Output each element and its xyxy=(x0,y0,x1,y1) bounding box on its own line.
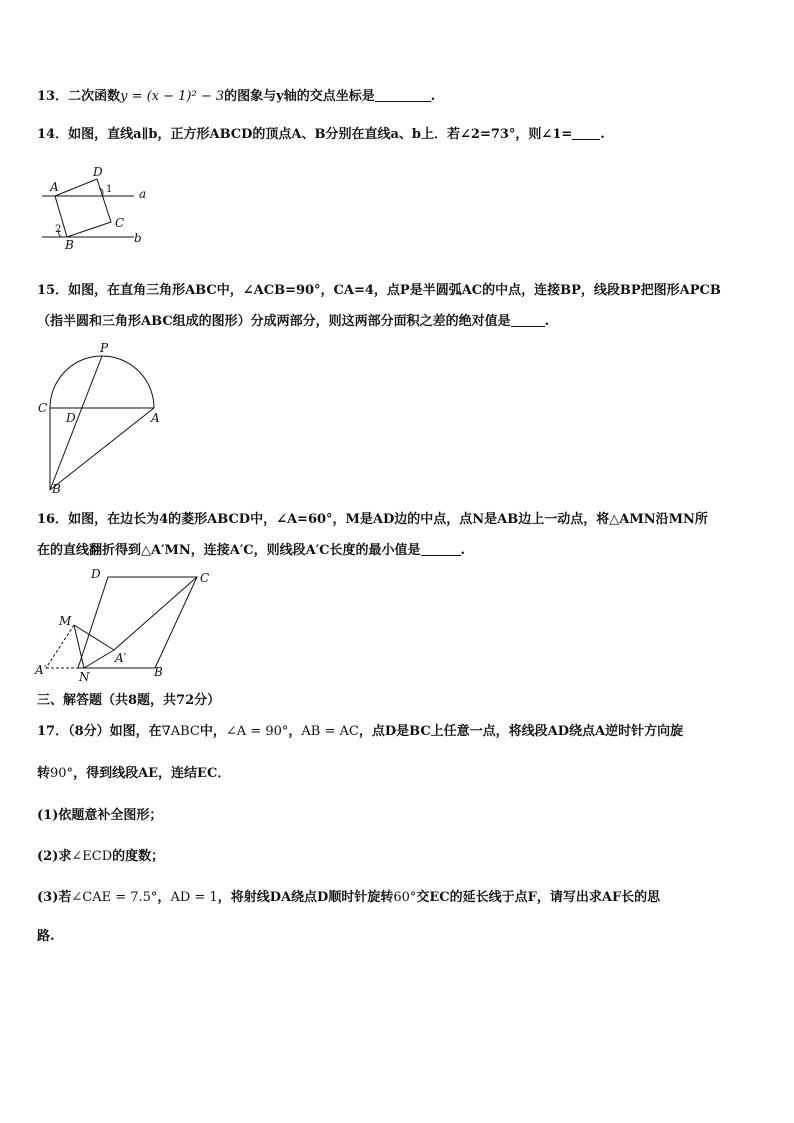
q17-ab-ac: AB = AC xyxy=(301,724,359,739)
rhombus-abcd xyxy=(78,577,197,668)
label-D: D xyxy=(66,411,76,425)
q14-figure xyxy=(38,164,158,254)
q17-rest: ，点D是BC上任意一点，将线段AD绕点A逆时针方向旋 xyxy=(358,724,684,739)
label-a: a xyxy=(139,187,147,201)
q17-part2-prefix: (2)求 xyxy=(37,849,72,864)
q17-line2 xyxy=(37,765,230,783)
label-C: C xyxy=(200,571,210,585)
q15-answer-blank xyxy=(511,314,545,327)
q17-part3-line2 xyxy=(37,928,55,946)
square-abcd xyxy=(55,179,111,237)
q17-mid2: ， xyxy=(288,724,302,739)
q13-end: . xyxy=(430,89,436,104)
q17-l2-prefix: 转 xyxy=(37,766,51,781)
q16-line2 xyxy=(37,542,465,560)
q17-triangle: ∇ABC xyxy=(161,724,200,739)
q14-end: . xyxy=(600,127,605,142)
label-B: B xyxy=(65,238,74,252)
q15-line1 xyxy=(37,282,721,300)
q17-part3-ad: AD = 1 xyxy=(170,890,218,905)
q17-part3 xyxy=(37,889,660,907)
q17-part3-angle: ∠CAE = 7.5° xyxy=(71,890,158,905)
q17-l2-rest: ，得到线段AE，连结EC． xyxy=(73,766,231,781)
label-A: A xyxy=(50,180,59,194)
segment-na1 xyxy=(84,650,114,668)
q17-angle-a: ∠A = 90° xyxy=(225,724,289,739)
label-M: M xyxy=(59,614,72,628)
semicircle-arc xyxy=(50,356,154,408)
q17-part3-rest: 交EC的延长线于点F，请写出求AF长的思 xyxy=(416,890,661,905)
q16-figure xyxy=(34,566,214,682)
q15-line2 xyxy=(37,313,549,331)
q15-end: . xyxy=(544,314,550,329)
q17-line1 xyxy=(37,723,683,741)
label-1: 1 xyxy=(106,184,113,195)
label-B: B xyxy=(154,665,163,679)
label-2: 2 xyxy=(55,224,62,235)
q17-l2-angle: 90° xyxy=(50,766,74,781)
label-P: P xyxy=(100,341,109,355)
segment-ma1 xyxy=(74,625,114,650)
q17-part2 xyxy=(37,848,164,866)
label-b: b xyxy=(134,231,142,245)
q13-answer-blank xyxy=(375,89,431,102)
q15-figure xyxy=(36,340,164,496)
q13-suffix: 的图象与y轴的交点坐标是 xyxy=(224,89,375,104)
label-C: C xyxy=(115,216,125,230)
section-3-title-text: 三、解答题（共8题，共72分） xyxy=(37,693,221,708)
q14-text: 14．如图，直线a∥b，正方形ABCD的顶点A、B分别在直线a、b上．若∠2=73°，则∠1= xyxy=(37,127,573,142)
q14-line xyxy=(37,126,605,144)
q17-part3-60: 60° xyxy=(393,890,417,905)
q16-text-2: 在的直线翻折得到△A′MN，连接A′C，则线段A′C长度的最小值是 xyxy=(37,543,421,558)
q13-prefix: 13．二次函数 xyxy=(37,89,121,104)
label-C: C xyxy=(38,401,48,415)
q17-part3-line2-text: 路. xyxy=(37,929,55,944)
label-A-orig: A′ xyxy=(35,663,47,677)
section-3-title xyxy=(37,692,220,710)
q17-part2-rest: 的度数； xyxy=(112,849,165,864)
segment-a1c xyxy=(114,577,197,650)
label-B: B xyxy=(52,482,61,496)
label-A-prime: A′ xyxy=(115,651,127,665)
label-N: N xyxy=(79,670,90,682)
q17-mid1: 中， xyxy=(199,724,226,739)
q16-end: . xyxy=(460,543,466,558)
q13-formula: y = (x − 1)² − 3 xyxy=(120,89,225,104)
q17-part1 xyxy=(37,807,162,825)
q17-part3-prefix: (3)若 xyxy=(37,890,72,905)
q16-line1 xyxy=(37,511,708,529)
label-D: D xyxy=(93,165,103,179)
q15-text-1: 15．如图，在直角三角形ABC中，∠ACB=90°，CA=4，点P是半圆弧AC的中点，连接BP，线段BP把图形APCB xyxy=(37,283,721,298)
q15-text-2: （指半圆和三角形ABC组成的图形）分成两部分，则这两部分面积之差的绝对值是 xyxy=(37,314,511,329)
q17-part3-mid1: ， xyxy=(157,890,171,905)
q17-prefix: 17．（8分）如图，在 xyxy=(37,724,162,739)
label-A: A xyxy=(151,411,160,425)
q13-line xyxy=(37,88,435,106)
q17-part1-text: (1)依题意补全图形； xyxy=(37,808,163,823)
segment-mn xyxy=(74,625,84,668)
q16-answer-blank xyxy=(421,543,461,556)
segment-ma-dashed xyxy=(46,625,74,668)
q14-answer-blank xyxy=(572,127,600,140)
q17-part3-mid2: ，将射线DA绕点D顺时针旋转 xyxy=(217,890,394,905)
q17-part2-angle: ∠ECD xyxy=(71,849,113,864)
q16-text-1: 16．如图，在边长为4的菱形ABCD中，∠A=60°，M是AD边的中点，点N是AB边上一动点，将△AMN沿MN所 xyxy=(37,512,708,527)
label-D: D xyxy=(91,567,101,581)
